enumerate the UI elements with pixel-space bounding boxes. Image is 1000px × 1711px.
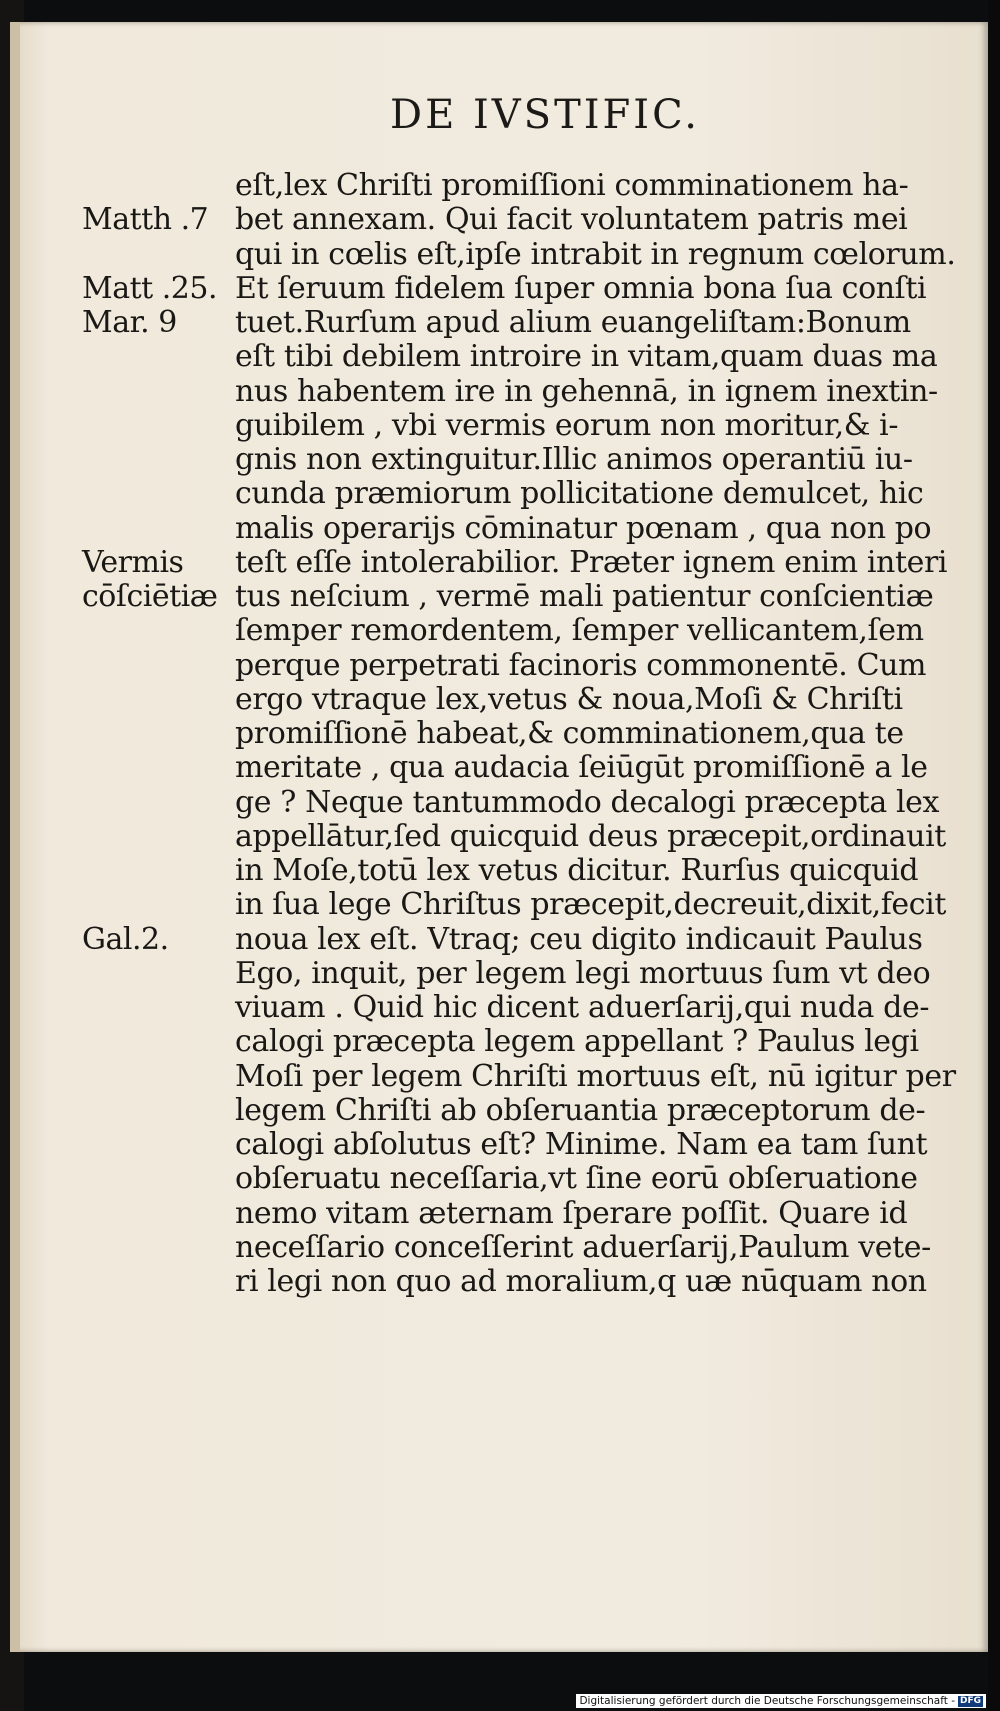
margin-note: Matt .25. [82,270,217,306]
text-line: Et ſeruum fidelem ſuper omnia bona ſua conſti [235,270,927,306]
text-line: gnis non extinguitur.Illic animos operantiū iu- [235,442,913,477]
margin-note: Matth .7 [82,202,209,238]
text-line: malis operarijs cōminatur pœnam , qua non po [235,510,932,546]
margin-note: cōſciētiæ [82,579,218,614]
margin-note: Gal.2. [82,921,169,957]
text-line: cunda præmiorum pollicitatione demulcet, hic [235,476,924,512]
text-line: calogi abſolutus eſt? Minime. Nam ea tam ſunt [235,1127,928,1162]
text-line: promiſſionē habeat,& comminationem,qua te [235,716,904,751]
text-line: Moſi per legem Chriſti mortuus eſt, nū igitur per [235,1058,956,1094]
text-line: perque perpetrati facinoris commonentē. Cum [235,647,927,683]
text-line: legem Chriſti ab obſeruantia præceptorum de- [235,1092,926,1128]
text-line: tuet.Rurſum apud alium euangeliſtam:Bonum [235,305,911,340]
text-line: in Moſe,totū lex vetus dicitur. Rurſus quicquid [235,853,919,888]
text-line: tus neſcium , vermē mali patientur conſcientiæ [235,579,934,614]
text-line: ſemper remordentem, ſemper vellicantem,ſem [235,613,924,649]
margin-note: Vermis [82,544,184,580]
dfg-logo: DFG [959,1695,981,1706]
text-line: neceſſario conceſſerint aduerſarij,Paulum vete- [235,1229,931,1265]
text-line: viuam . Quid hic dicent aduerſarij,qui nuda de- [235,990,930,1025]
text-line: guibilem , vbi vermis eorum non moritur,& i- [235,407,899,443]
text-line: Ego, inquit, per legem legi mortuus ſum vt deo [235,955,931,991]
text-line: meritate , qua audacia ſeiūgūt promiſſionē a le [235,750,928,786]
text-line: in ſua lege Chriſtus præcepit,decreuit,dixit,fecit [235,887,947,923]
credit-text: Digitalisierung gefördert durch die Deutsche Forschungsgemeinschaft - [579,1695,955,1707]
text-line: bet annexam. Qui facit voluntatem patris mei [235,202,908,238]
margin-note: Mar. 9 [82,305,177,340]
digitization-credit [576,1694,986,1708]
text-line: obſeruatu neceſſaria,vt ſine eorū obſeruatione [235,1161,918,1197]
text-line: ri legi non quo ad moralium,q uæ nūquam non [235,1264,927,1299]
scan-background-right [988,0,1000,1711]
text-line: noua lex eſt. Vtraq; ceu digito indicauit Paulus [235,921,923,957]
text-line: appellātur,ſed quicquid deus præcepit,ordinauit [235,818,946,854]
page-gutter [10,22,20,1652]
text-line: ge ? Neque tantummodo decalogi præcepta lex [235,784,940,820]
text-line: teſt eſſe intolerabilior. Præter ignem enim interi [235,544,948,580]
text-line: eſt,lex Chriſti promiſſioni comminationem ha- [235,168,909,203]
running-head: DE IVSTIFIC. [390,92,701,138]
text-line: nus habentem ire in gehennā, in ignem inextin- [235,373,938,409]
text-line: nemo vitam æternam ſperare poſſit. Quare id [235,1195,908,1231]
text-line: eſt tibi debilem introire in vitam,quam duas ma [235,339,938,375]
text-line: ergo vtraque lex,vetus & noua,Moſi & Chriſti [235,681,903,717]
text-line: qui in cœlis eſt,ipſe intrabit in regnum cœlorum. [235,236,956,272]
text-line: calogi præcepta legem appellant ? Paulus legi [235,1024,919,1060]
